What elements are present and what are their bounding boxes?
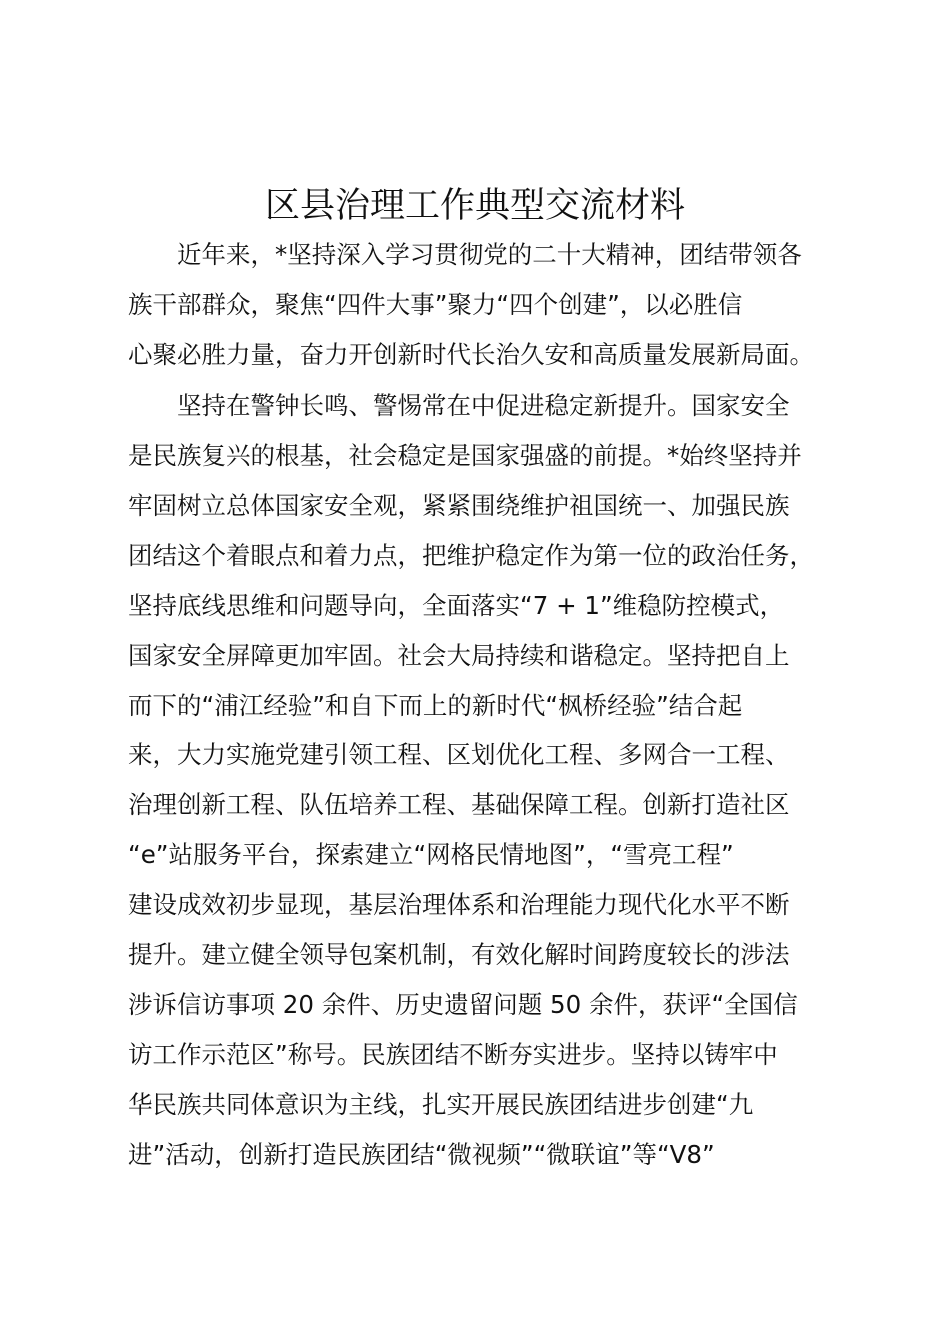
paragraph-2-line-16: 进”活动，创新打造民族团结“微视频”“微联谊”等“V8” (128, 1140, 715, 1169)
paragraph-2-line-8: 来，大力实施党建引领工程、区划优化工程、多网合一工程、 (128, 740, 790, 769)
paragraph-2-line-4: 团结这个着眼点和着力点，把维护稳定作为第一位的政治任务， (128, 541, 814, 570)
paragraph-2-line-15: 华民族共同体意识为主线，扎实开展民族团结进步创建“九 (128, 1090, 754, 1119)
paragraph-2-line-10: “e”站服务平台，探索建立“网格民情地图”，“雪亮工程” (128, 840, 734, 869)
document-title: 区县治理工作典型交流材料 (264, 186, 685, 226)
paragraph-2-line-14: 访工作示范区”称号。民族团结不断夯实进步。坚持以铸牢中 (128, 1040, 778, 1069)
paragraph-2-line-1: 坚持在警钟长鸣、警惕常在中促进稳定新提升。国家安全 (177, 391, 790, 420)
paragraph-1-line-2: 族干部群众，聚焦“四件大事”聚力“四个创建”，以必胜信 (128, 290, 743, 319)
paragraph-2-line-9: 治理创新工程、队伍培养工程、基础保障工程。创新打造社区 (128, 790, 790, 819)
paragraph-2-line-3: 牢固树立总体国家安全观，紧紧围绕维护祖国统一、加强民族 (128, 491, 790, 520)
paragraph-2-line-12: 提升。建立健全领导包案机制，有效化解时间跨度较长的涉法 (128, 940, 790, 969)
paragraph-1-line-3: 心聚必胜力量，奋力开创新时代长治久安和高质量发展新局面。 (128, 340, 814, 369)
paragraph-2-line-6: 国家安全屏障更加牢固。社会大局持续和谐稳定。坚持把自上 (128, 641, 790, 670)
paragraph-2-line-13: 涉诉信访事项 20 余件、历史遗留问题 50 余件，获评“全国信 (128, 990, 798, 1019)
paragraph-2-line-5: 坚持底线思维和问题导向，全面落实“7 + 1”维稳防控模式， (128, 591, 785, 620)
paragraph-2-line-11: 建设成效初步显现，基层治理体系和治理能力现代化水平不断 (128, 890, 790, 919)
paragraph-2-line-2: 是民族复兴的根基，社会稳定是国家强盛的前提。*始终坚持并 (128, 441, 802, 470)
paragraph-1-line-1: 近年来，*坚持深入学习贯彻党的二十大精神，团结带领各 (177, 240, 802, 269)
paragraph-2-line-7: 而下的“浦江经验”和自下而上的新时代“枫桥经验”结合起 (128, 691, 743, 720)
